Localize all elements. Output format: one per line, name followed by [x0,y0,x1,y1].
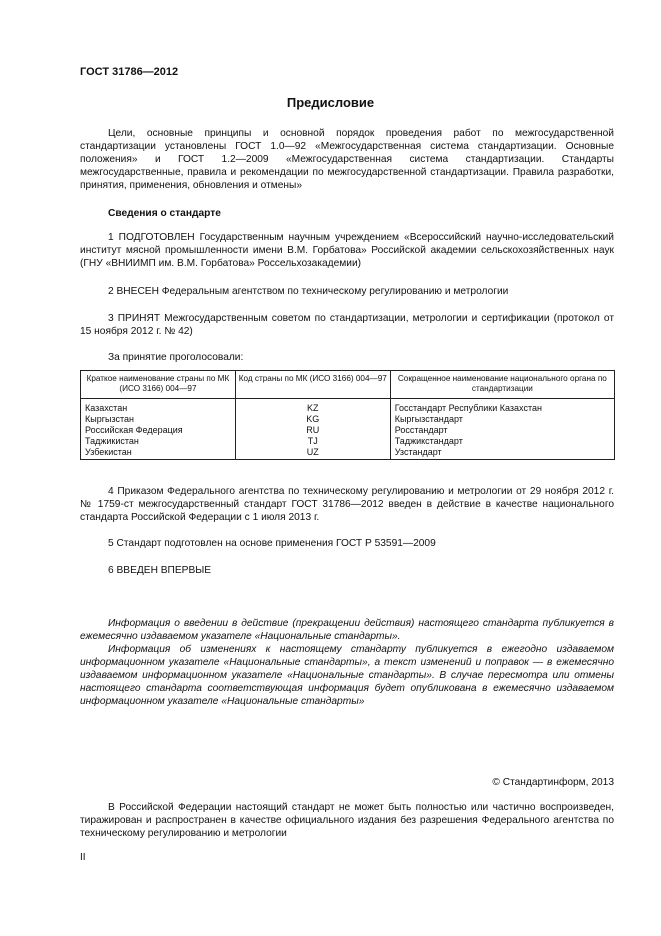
table-row [81,425,615,436]
voted-label [80,351,614,364]
table-row [81,436,615,447]
cell-code: KG [235,414,390,425]
notice-paragraph-2: Информация об изменениях к настоящему стандарту публикуется в ежегодно издаваемом информационном указателе «Национальные стандарты», а текст изменений и поправок — в ежемесячно издаваемом информационном указателе «Национальные стандарты». В случае пересмотра или отмены настоящего стандарта соответствующая информация будет опубликована в ежемесячно издаваемом информационном указателе «Национальные стандарты» [80,644,614,707]
table-row [81,447,615,460]
cell-code: RU [235,425,390,436]
header-country-code: Код страны по МК (ИСО 3166) 004—97 [235,371,390,399]
item-1-text: 1 ПОДГОТОВЛЕН Государственным научным учреждением «Всероссийский научно-исследовательский институт мясной промышленности имени В.М. Горбатова» Российской академии сельскохозяйственных наук (ГНУ «ВНИИМП им. В.М. Горбатова» Россельхозакадемии) [80,232,614,269]
standard-info-item-3 [80,312,614,338]
standard-info-item-5 [80,537,614,550]
cell-body: Кыргызстандарт [390,414,614,425]
item-6-text: 6 ВВЕДЕН ВПЕРВЫЕ [108,565,212,576]
cell-code: KZ [235,399,390,415]
item-4-text: 4 Приказом Федерального агентства по техническому регулированию и метрологии от 29 ноября 2012 г. № 1759-ст межгосударственный стандарт ГОСТ 31786—2012 введен в действие в качестве национального стандарта Российской Федерации с 1 июля 2013 г. [80,486,614,523]
foreword-title: Предисловие [286,95,375,110]
standard-info-item-1 [80,231,614,270]
standard-info-item-2 [80,285,614,298]
item-2-text: 2 ВНЕСЕН Федеральным агентством по техническому регулированию и метрологии [108,286,509,297]
cell-country: Узбекистан [81,447,236,460]
notice-paragraph-1: Информация о введении в действие (прекращении действия) настоящего стандарта публикуется в ежемесячно издаваемом указателе «Национальные стандарты». [80,618,614,642]
table-row [81,399,615,415]
table-row [81,414,615,425]
standard-info-item-4 [80,485,614,524]
cell-country: Казахстан [81,399,236,415]
table-header-row [81,371,615,399]
standard-info-heading: Сведения о стандарте [108,208,221,219]
cell-country: Кыргызстан [81,414,236,425]
standard-info-item-6 [80,564,614,577]
publication-notice [80,617,614,708]
countries-table [80,370,615,460]
item-3-text: 3 ПРИНЯТ Межгосударственным советом по стандартизации, метрологии и сертификации (протокол от 15 ноября 2012 г. № 42) [80,313,614,337]
reproduction-rights [80,801,614,840]
foreword-intro-text: Цели, основные принципы и основной порядок проведения работ по межгосударственной стандартизации установлены ГОСТ 1.0—92 «Межгосударственная система стандартизации. Основные положения» и ГОСТ 1.2—2009 «Межгосударственная система стандартизации. Стандарты межгосударственные, правила и рекомендации по межгосударственной стандартизации. Правила разработки, принятия, применения, обновления и отмены» [80,128,614,191]
cell-code: TJ [235,436,390,447]
cell-body: Узстандарт [390,447,614,460]
cell-body: Росстандарт [390,425,614,436]
foreword-intro [80,127,614,192]
cell-body: Госстандарт Республики Казахстан [390,399,614,415]
page-number: II [80,852,86,863]
cell-country: Российская Федерация [81,425,236,436]
reproduction-rights-text: В Российской Федерации настоящий стандарт не может быть полностью или частично воспроизведен, тиражирован и распространен в качестве официального издания без разрешения Федерального агентства по техническому регулированию и метрологии [80,802,614,839]
header-country-name: Краткое наименование страны по МК (ИСО 3166) 004—97 [81,371,236,399]
copyright-line: © Стандартинформ, 2013 [492,777,614,788]
cell-country: Таджикистан [81,436,236,447]
header-standards-body: Сокращенное наименование национального органа по стандартизации [390,371,614,399]
item-5-text: 5 Стандарт подготовлен на основе применения ГОСТ Р 53591—2009 [108,538,436,549]
cell-body: Таджикстандарт [390,436,614,447]
voted-label-text: За принятие проголосовали: [108,352,244,363]
cell-code: UZ [235,447,390,460]
document-code-header: ГОСТ 31786—2012 [80,66,179,78]
